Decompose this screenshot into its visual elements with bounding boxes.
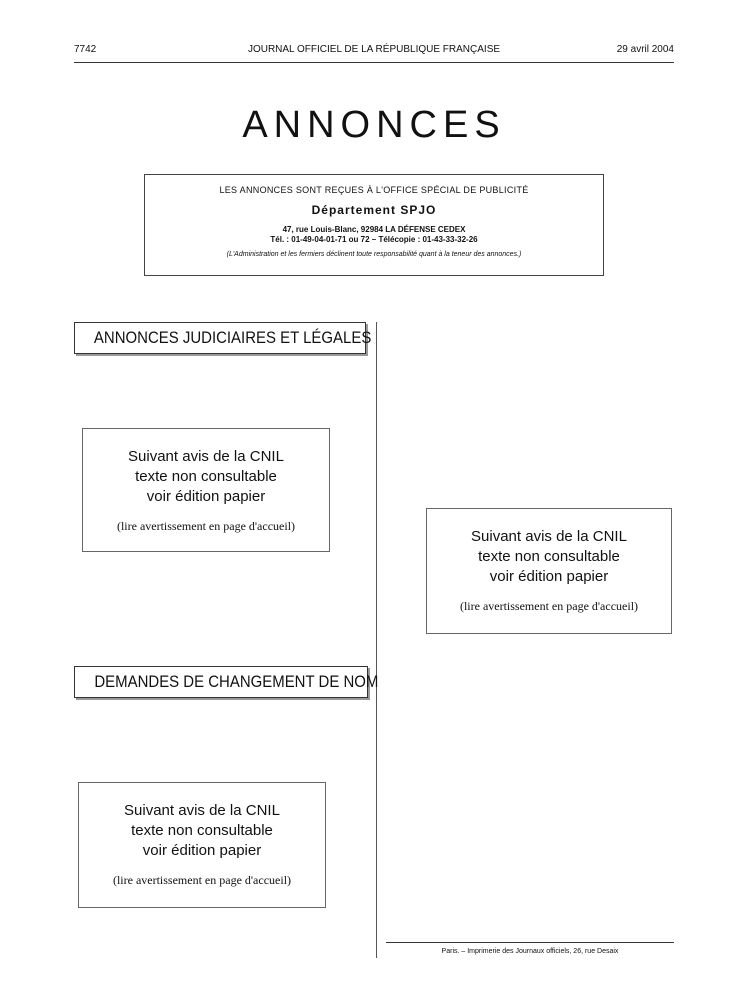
column-divider bbox=[376, 322, 377, 958]
cnil-notice-line-1: Suivant avis de la CNIL bbox=[471, 528, 627, 545]
cnil-notice-1 bbox=[82, 428, 330, 552]
section-title-name-change bbox=[74, 666, 379, 698]
section-title-judiciary bbox=[74, 322, 372, 354]
disclaimer: (L'Administration et les fermiers déclinent toute responsabilité quant à la teneur des annonces.) bbox=[226, 251, 522, 258]
cnil-notice-2 bbox=[426, 508, 672, 634]
cnil-notice-line-3: voir édition papier bbox=[142, 842, 262, 859]
cnil-notice-note: (lire avertissement en page d'accueil) bbox=[112, 873, 292, 887]
issue-date: 29 avril 2004 bbox=[616, 44, 674, 55]
page-number: 7742 bbox=[74, 44, 97, 55]
info-box bbox=[144, 174, 604, 276]
department-name: Département SPJO bbox=[311, 203, 437, 217]
address: 47, rue Louis-Blanc, 92984 LA DÉFENSE CEDEX bbox=[282, 225, 466, 234]
journal-title: JOURNAL OFFICIEL DE LA RÉPUBLIQUE FRANÇAISE bbox=[247, 44, 501, 55]
section-title-name-change-label: DEMANDES DE CHANGEMENT DE NOM bbox=[94, 672, 379, 691]
cnil-notice-line-2: texte non consultable bbox=[131, 822, 273, 839]
cnil-notice-line-1: Suivant avis de la CNIL bbox=[124, 802, 280, 819]
cnil-notice-line-3: voir édition papier bbox=[146, 488, 266, 505]
cnil-notice-line-2: texte non consultable bbox=[135, 468, 277, 485]
page-header bbox=[74, 44, 674, 60]
info-line-1: LES ANNONCES SONT REÇUES À L'OFFICE SPÉCIAL DE PUBLICITÉ bbox=[219, 185, 529, 195]
cnil-notice-note: (lire avertissement en page d'accueil) bbox=[116, 519, 296, 533]
cnil-notice-line-2: texte non consultable bbox=[478, 548, 620, 565]
header-rule bbox=[74, 62, 674, 63]
page-title: ANNONCES bbox=[242, 104, 506, 146]
imprint-footer: Paris. – Imprimerie des Journaux officiels, 26, rue Desaix bbox=[441, 948, 619, 955]
cnil-notice-line-3: voir édition papier bbox=[489, 568, 609, 585]
cnil-notice-note: (lire avertissement en page d'accueil) bbox=[459, 599, 639, 613]
phone-numbers: Tél. : 01-49-04-01-71 ou 72 – Télécopie : 01-43-33-32-26 bbox=[270, 235, 478, 244]
footer-rule bbox=[386, 942, 674, 943]
cnil-notice-line-1: Suivant avis de la CNIL bbox=[128, 448, 284, 465]
section-title-judiciary-label: ANNONCES JUDICIAIRES ET LÉGALES bbox=[93, 328, 372, 347]
cnil-notice-3 bbox=[78, 782, 326, 908]
